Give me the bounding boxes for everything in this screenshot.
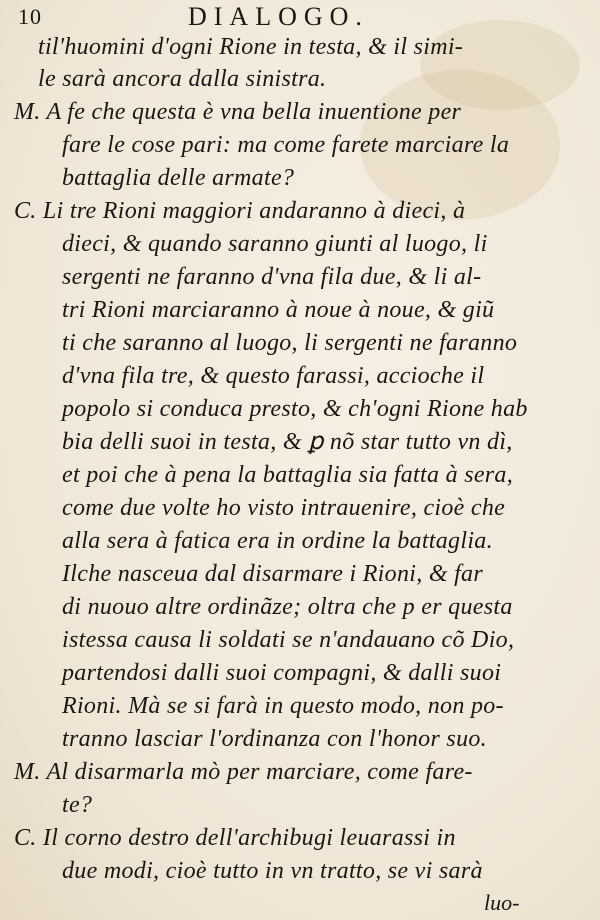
text-line: te? [62, 792, 93, 818]
text-line: tranno lasciar l'ordinanza con l'honor suo. [62, 726, 487, 752]
text-line: come due volte ho visto intrauenire, cioè che [62, 495, 506, 521]
text-line: til'huomini d'ogni Rione in testa, & il simi- [38, 34, 464, 60]
text-line: Rioni. Mà se si farà in questo modo, non po- [62, 693, 504, 719]
text-line: partendosi dalli suoi compagni, & dalli suoi [62, 660, 502, 686]
text-line: battaglia delle armate? [62, 165, 295, 191]
catchword: luo- [484, 890, 520, 915]
text-line: d'vna fila tre, & questo farassi, accioche il [62, 363, 485, 389]
text-line: dieci, & quando saranno giunti al luogo, li [62, 231, 488, 257]
text-line: fare le cose pari: ma come farete marciare la [62, 132, 510, 158]
text-line: alla sera à fatica era in ordine la battaglia. [62, 528, 493, 554]
text-line: istessa causa li soldati se n'andauano cõ Dio, [62, 627, 515, 653]
running-title: DIALOGO. [188, 2, 369, 31]
text-line: M. Al disarmarla mò per marciare, come fare- [14, 759, 473, 785]
page-header [0, 2, 600, 32]
text-line: M. A fe che questa è vna bella inuentione per [14, 99, 462, 125]
text-line: Ilche nasceua dal disarmare i Rioni, & far [62, 561, 483, 587]
text-line: C. Il corno destro dell'archibugi leuarassi in [14, 825, 456, 851]
text-line: sergenti ne faranno d'vna fila due, & li al- [62, 264, 482, 290]
text-line: ti che saranno al luogo, li sergenti ne faranno [62, 330, 518, 356]
text-line: due modi, cioè tutto in vn tratto, se vi sarà [62, 858, 483, 884]
text-line: bia delli suoi in testa, & ꝑ nõ star tutto vn dì, [62, 429, 513, 455]
text-line: et poi che à pena la battaglia sia fatta à sera, [62, 462, 514, 488]
text-line: di nuouo altre ordinãze; oltra che p er questa [62, 594, 513, 620]
text-line: tri Rioni marciaranno à noue à noue, & giũ [62, 297, 495, 323]
text-line: C. Li tre Rioni maggiori andaranno à dieci, à [14, 198, 466, 224]
text-line: le sarà ancora dalla sinistra. [38, 66, 327, 92]
page-number: 10 [18, 4, 42, 29]
text-line: popolo si conduca presto, & ch'ogni Rione hab [62, 396, 528, 422]
